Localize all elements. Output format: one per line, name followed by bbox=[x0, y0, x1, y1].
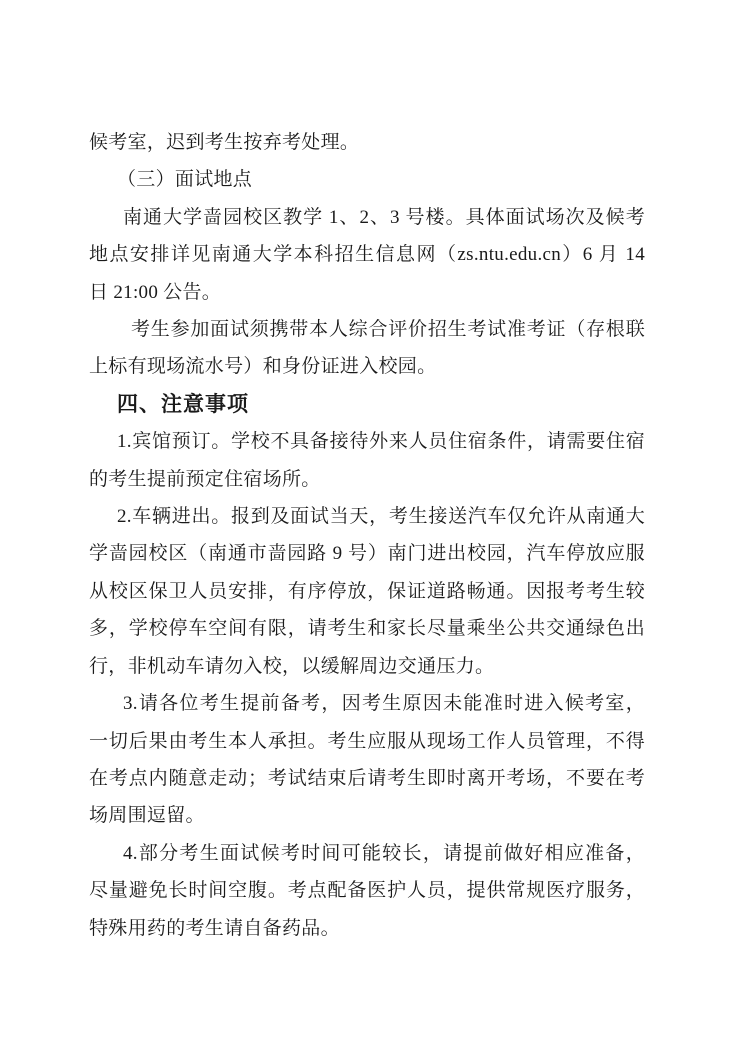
text-line: 3.请各位考生提前备考，因考生原因未能准时进入候考室， bbox=[123, 693, 645, 715]
paragraph bbox=[89, 311, 645, 386]
document-content bbox=[89, 124, 645, 947]
text-line: 候考室，迟到考生按弃考处理。 bbox=[89, 132, 360, 153]
text-line: 一切后果由考生本人承担。考生应服从现场工作人员管理，不得 bbox=[89, 730, 645, 752]
text-line: 1.宾馆预订。学校不具备接待外来人员住宿条件，请需要住宿 bbox=[117, 431, 645, 453]
text-line: 在考点内随意走动；考试结束后请考生即时离开考场，不要在考 bbox=[89, 767, 645, 789]
text-line: 考生参加面试须携带本人综合评价招生考试准考证（存根联 bbox=[131, 319, 645, 341]
text-line: 行，非机动车请勿入校，以缓解周边交通压力。 bbox=[89, 655, 495, 677]
paragraph bbox=[89, 498, 645, 685]
text-line: 南通大学啬园校区教学 1、2、3 号楼。具体面试场次及候考 bbox=[123, 206, 645, 228]
text-line: 的考生提前预定住宿场所。 bbox=[89, 468, 321, 490]
paragraph bbox=[89, 685, 645, 835]
text-line: （三）面试地点 bbox=[117, 169, 253, 191]
paragraph bbox=[89, 124, 645, 161]
text-line: 上标有现场流水号）和身份证进入校园。 bbox=[89, 356, 437, 378]
text-line: 尽量避免长时间空腹。考点配备医护人员，提供常规医疗服务， bbox=[89, 880, 645, 902]
text-line: 2.车辆进出。报到及面试当天，考生接送汽车仅允许从南通大 bbox=[117, 506, 645, 528]
text-line: 特殊用药的考生请自备药品。 bbox=[89, 917, 340, 939]
text-line: 多，学校停车空间有限，请考生和家长尽量乘坐公共交通绿色出 bbox=[89, 618, 645, 640]
paragraph bbox=[89, 423, 645, 498]
section-heading bbox=[89, 386, 645, 423]
text-line: 4.部分考生面试候考时间可能较长，请提前做好相应准备， bbox=[123, 842, 645, 864]
text-line: 场周围逗留。 bbox=[89, 805, 205, 827]
text-line: 日 21:00 公告。 bbox=[89, 281, 222, 303]
paragraph bbox=[89, 835, 645, 947]
text-line: 地点安排详见南通大学本科招生信息网（zs.ntu.edu.cn）6 月 14 bbox=[89, 244, 645, 266]
text-line: 四、注意事项 bbox=[117, 392, 249, 416]
paragraph bbox=[89, 161, 645, 198]
text-line: 学啬园校区（南通市啬园路 9 号）南门进出校园，汽车停放应服 bbox=[89, 543, 645, 565]
paragraph bbox=[89, 199, 645, 311]
text-line: 从校区保卫人员安排，有序停放，保证道路畅通。因报考考生较 bbox=[89, 580, 645, 602]
